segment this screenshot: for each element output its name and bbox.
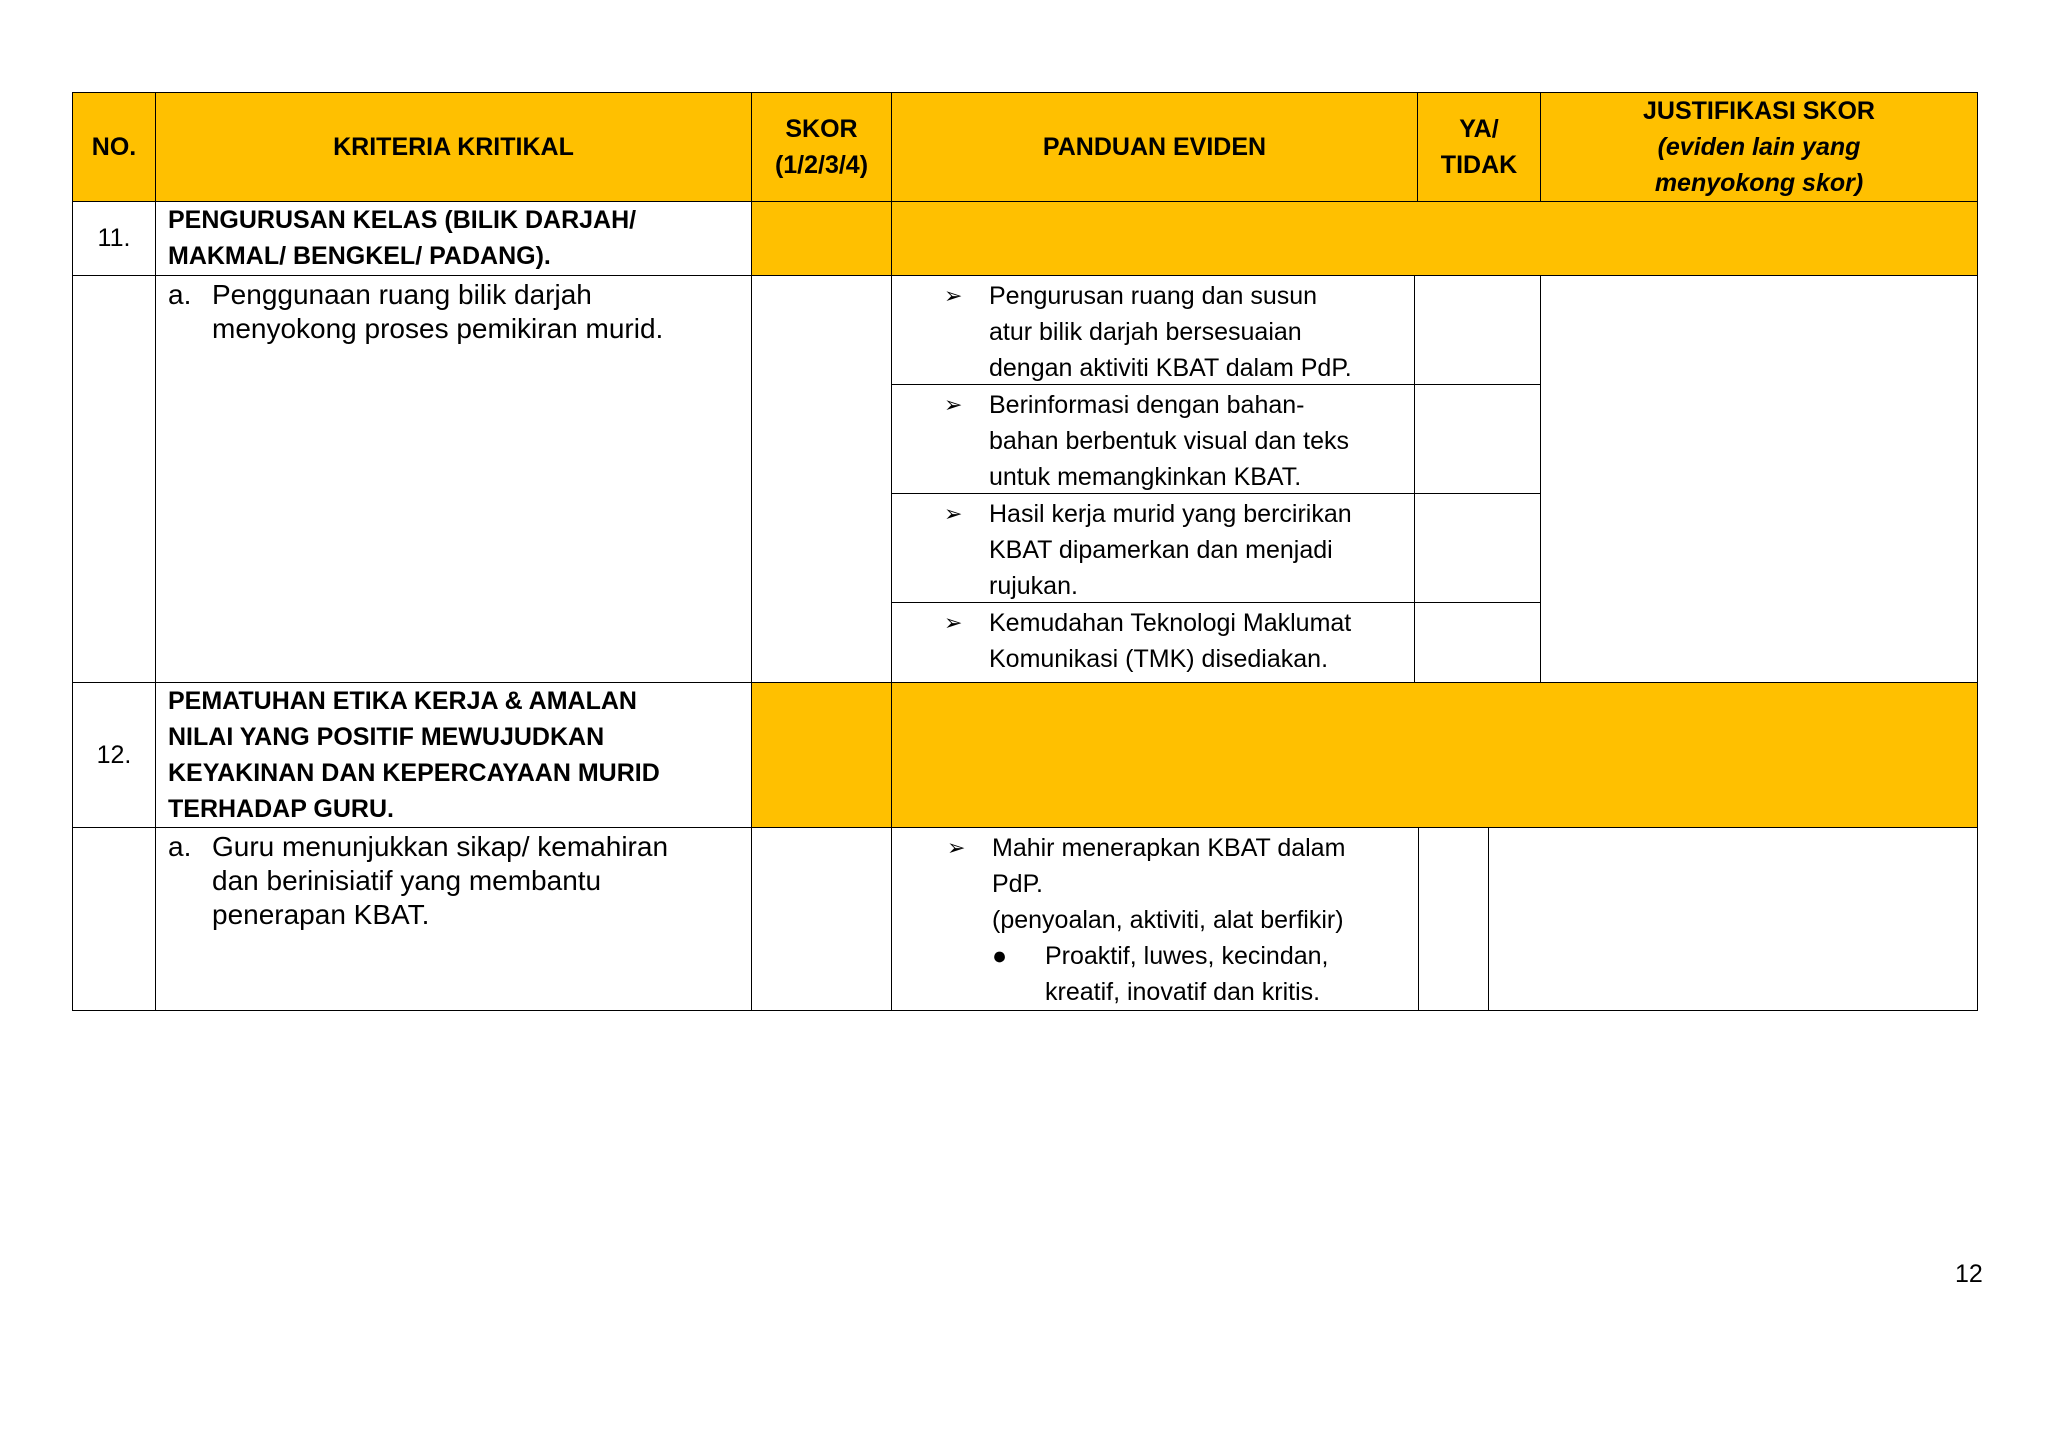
arrow-bullet-icon: ➢ [944,283,963,308]
section-11-evidence-4 [891,602,1415,683]
evidence-line: atur bilik darjah bersesuaian [989,318,1302,346]
evidence-line: Mahir menerapkan KBAT dalam [992,834,1346,862]
header-justifikasi-title: JUSTIFIKASI SKOR [1643,97,1875,125]
header-kriteria-kritikal: KRITERIA KRITIKAL [155,92,752,202]
evidence-line: untuk memangkinkan KBAT. [989,463,1302,491]
section-11-evidence-1 [891,275,1415,385]
section-12-title-line: KEYAKINAN DAN KEPERCAYAAN MURID [168,759,660,787]
section-11-item-no-cell [72,275,156,683]
section-12-evidence [891,827,1419,1011]
header-justifikasi-skor [1540,92,1978,202]
section-11-skor-cell[interactable] [751,275,892,683]
evidence-line: bahan berbentuk visual dan teks [989,427,1349,455]
evidence-line: PdP. [992,870,1043,898]
section-11-eviden-shade [891,201,1978,276]
header-ya-line: YA/ [1459,115,1499,143]
section-11-ya-tidak-2[interactable] [1414,384,1541,494]
section-11-evidence-3 [891,493,1415,603]
section-11-justifikasi-cell[interactable] [1540,275,1978,683]
section-12-item-a [156,828,751,932]
header-skor-line2: (1/2/3/4) [774,151,869,179]
page-number: 12 [1955,1260,1983,1288]
evidence-line: Kemudahan Teknologi Maklumat [989,609,1352,637]
section-11-skor-shade [751,201,892,276]
section-11-item-cell [155,275,752,683]
section-11-ya-tidak-4[interactable] [1414,602,1541,683]
section-11-ya-tidak-3[interactable] [1414,493,1541,603]
section-11-title-line: PENGURUSAN KELAS (BILIK DARJAH/ [168,206,637,234]
header-panduan-eviden: PANDUAN EVIDEN [891,92,1418,202]
evidence-line: KBAT dipamerkan dan menjadi [989,536,1333,564]
evidence-line: (penyoalan, aktiviti, alat berfikir) [992,906,1344,934]
item-text-line: menyokong proses pemikiran murid. [212,313,664,344]
section-12-justifikasi-cell[interactable] [1488,827,1978,1011]
section-12-ya-tidak[interactable] [1418,827,1489,1011]
arrow-bullet-icon: ➢ [944,610,963,635]
section-12-title-line: PEMATUHAN ETIKA KERJA & AMALAN [168,687,637,715]
section-12-skor-cell[interactable] [751,827,892,1011]
evidence-line: Hasil kerja murid yang bercirikan [989,500,1352,528]
item-text-line: dan berinisiatif yang membantu [212,865,602,896]
section-11-evidence-2 [891,384,1415,494]
item-label: a. [168,831,192,862]
section-12-number: 12. [72,682,156,828]
evidence-line: rujukan. [989,572,1078,600]
item-text-line: Guru menunjukkan sikap/ kemahiran [212,831,669,862]
arrow-bullet-icon: ➢ [944,392,963,417]
section-12-eviden-shade [891,682,1978,828]
header-ya-tidak [1417,92,1541,202]
section-11-title [155,201,752,276]
section-11-ya-tidak-1[interactable] [1414,275,1541,385]
section-12-title [155,682,752,828]
item-text-line: Penggunaan ruang bilik darjah [212,279,592,310]
header-skor [751,92,892,202]
section-12-item-no-cell [72,827,156,1011]
header-justifikasi-note1: (eviden lain yang [1657,133,1861,161]
evidence-line: dengan aktiviti KBAT dalam PdP. [989,354,1352,382]
dot-bullet-icon: ● [992,942,1008,970]
header-tidak-line: TIDAK [1440,151,1518,179]
item-text-line: penerapan KBAT. [212,899,430,930]
arrow-bullet-icon: ➢ [944,501,963,526]
evidence-line: Berinformasi dengan bahan- [989,391,1305,419]
section-12-title-line: NILAI YANG POSITIF MEWUJUDKAN [168,723,605,751]
section-11-item-a [156,276,751,346]
arrow-bullet-icon: ➢ [947,835,966,860]
evidence-sub-line: kreatif, inovatif dan kritis. [1045,978,1321,1006]
evidence-line: Komunikasi (TMK) disediakan. [989,645,1329,673]
item-label: a. [168,279,192,310]
header-skor-line1: SKOR [785,115,858,143]
section-12-title-line: TERHADAP GURU. [168,795,394,823]
header-justifikasi-note2: menyokong skor) [1654,169,1864,197]
evidence-sub-line: Proaktif, luwes, kecindan, [1045,942,1329,970]
section-11-number: 11. [72,201,156,276]
header-no: NO. [72,92,156,202]
section-11-title-line: MAKMAL/ BENGKEL/ PADANG). [168,242,551,270]
section-12-item-cell [155,827,752,1011]
section-12-skor-shade [751,682,892,828]
evidence-line: Pengurusan ruang dan susun [989,282,1318,310]
